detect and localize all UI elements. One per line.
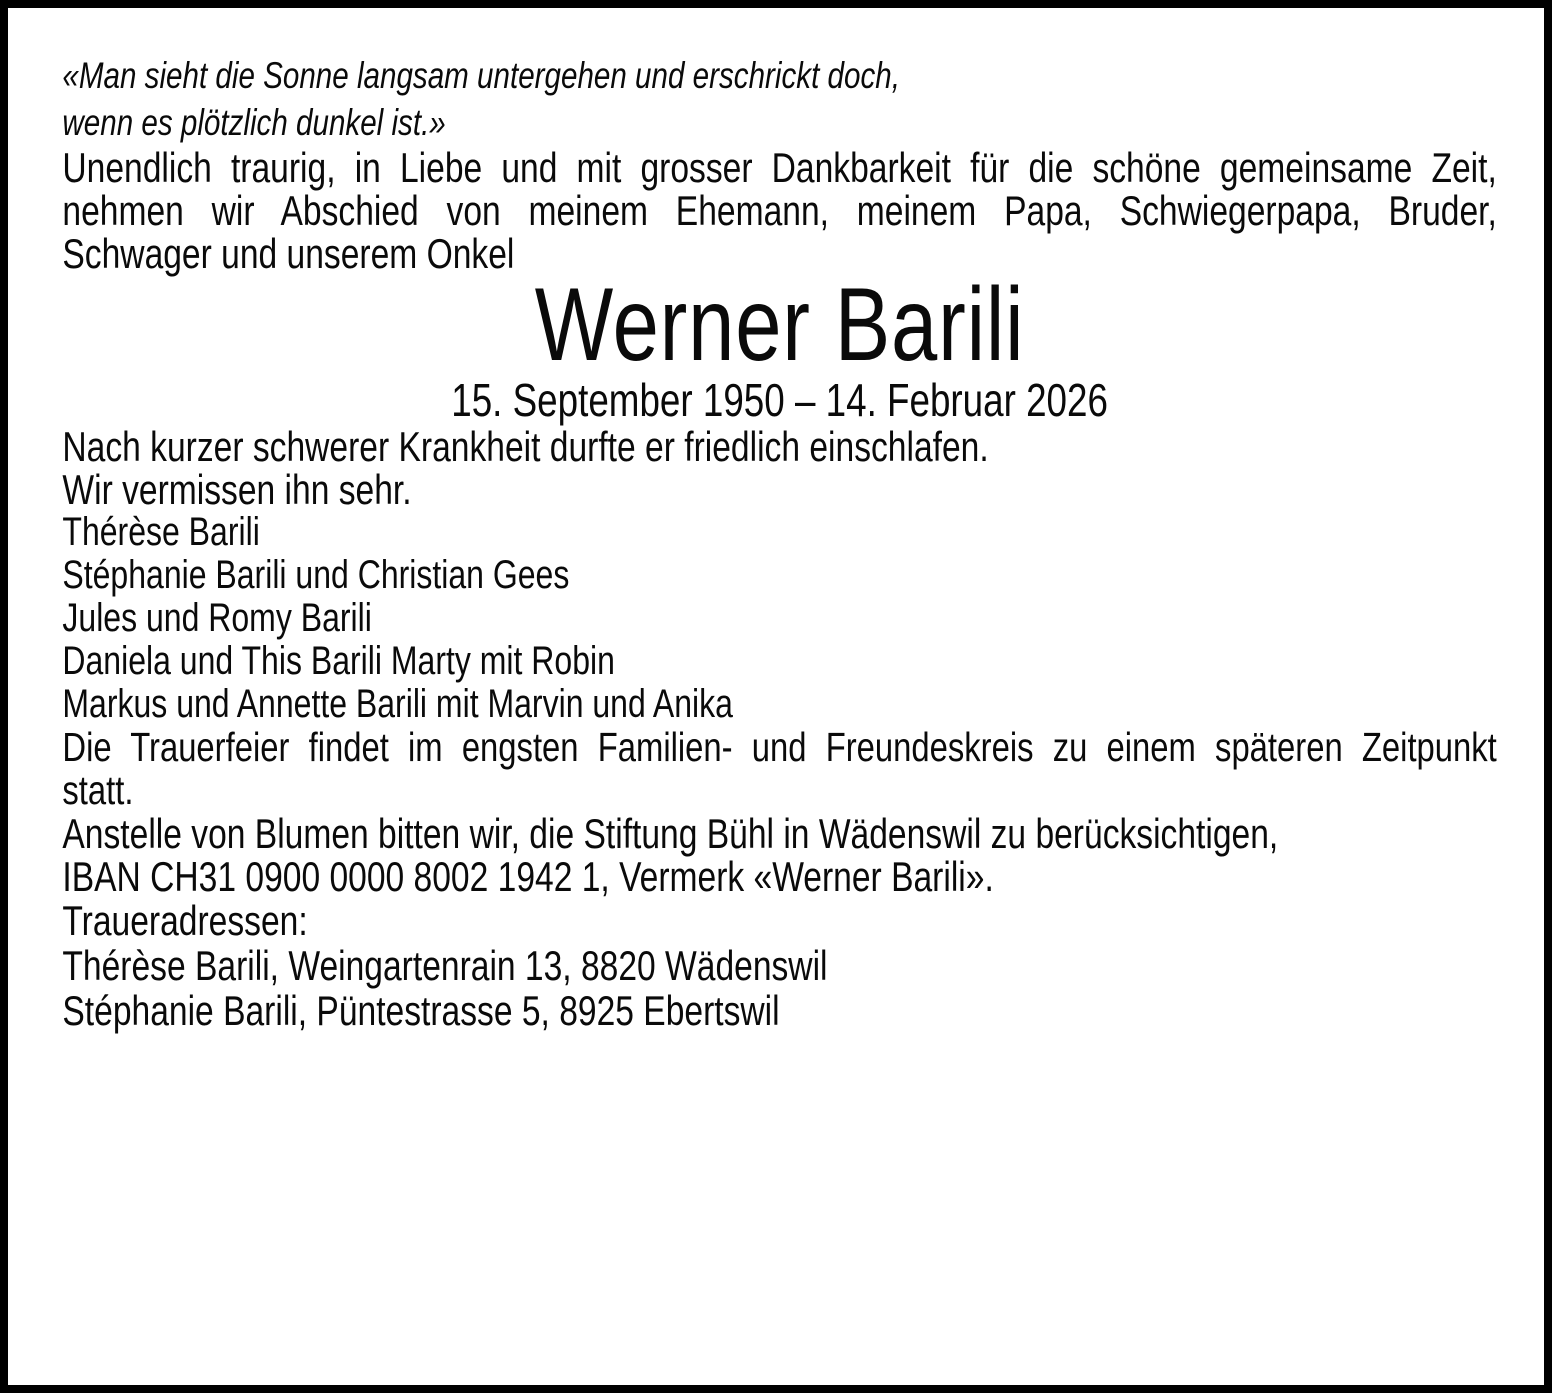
death-note: Nach kurzer schwerer Krankheit durfte er friedlich einschlafen. bbox=[62, 423, 989, 470]
family-member: Thérèse Barili bbox=[62, 510, 260, 554]
life-dates: 15. September 1950 – 14. Februar 2026 bbox=[451, 374, 1108, 426]
funeral-line-2: statt. bbox=[62, 767, 134, 813]
intro-line-1: Unendlich traurig, in Liebe und mit grosser Dankbarkeit für die schöne gemeinsame Zeit, bbox=[62, 144, 1497, 191]
mourning-addresses bbox=[62, 898, 1496, 1033]
family-member: Markus und Annette Barili mit Marvin und Anika bbox=[62, 682, 733, 726]
deceased-name: Werner Barili bbox=[534, 267, 1025, 383]
missing-note: Wir vermissen ihn sehr. bbox=[62, 466, 412, 513]
funeral-info bbox=[62, 726, 1496, 812]
donation-line-1: Anstelle von Blumen bitten wir, die Stiftung Bühl in Wädenswil zu berücksichtigen, bbox=[62, 810, 1279, 857]
family-member: Stéphanie Barili und Christian Gees bbox=[62, 553, 570, 597]
funeral-line-1: Die Trauerfeier findet im engsten Familien- und Freundeskreis zu einem späteren Zeitpunkt bbox=[62, 724, 1497, 770]
intro-paragraph bbox=[62, 146, 1496, 275]
address-line: Stéphanie Barili, Püntestrasse 5, 8925 Ebertswil bbox=[62, 987, 780, 1034]
opening-quote bbox=[62, 52, 1496, 146]
quote-line-1: «Man sieht die Sonne langsam untergehen und erschrickt doch, bbox=[62, 55, 900, 96]
family-member: Daniela und This Barili Marty mit Robin bbox=[62, 639, 615, 683]
intro-line-3: Schwager und unserem Onkel bbox=[62, 230, 515, 277]
donation-info bbox=[62, 812, 1496, 898]
family-member: Jules und Romy Barili bbox=[62, 596, 372, 640]
family-list bbox=[62, 511, 1496, 726]
address-line: Thérèse Barili, Weingartenrain 13, 8820 Wädenswil bbox=[62, 942, 828, 989]
intro-line-2: nehmen wir Abschied von meinem Ehemann, meinem Papa, Schwiegerpapa, Bruder, bbox=[62, 187, 1497, 234]
donation-line-2: IBAN CH31 0900 0000 8002 1942 1, Vermerk «Werner Barili». bbox=[62, 853, 994, 900]
notice-content bbox=[8, 8, 1544, 1033]
quote-line-2: wenn es plötzlich dunkel ist.» bbox=[62, 102, 446, 143]
addresses-label: Traueradressen: bbox=[62, 897, 308, 944]
